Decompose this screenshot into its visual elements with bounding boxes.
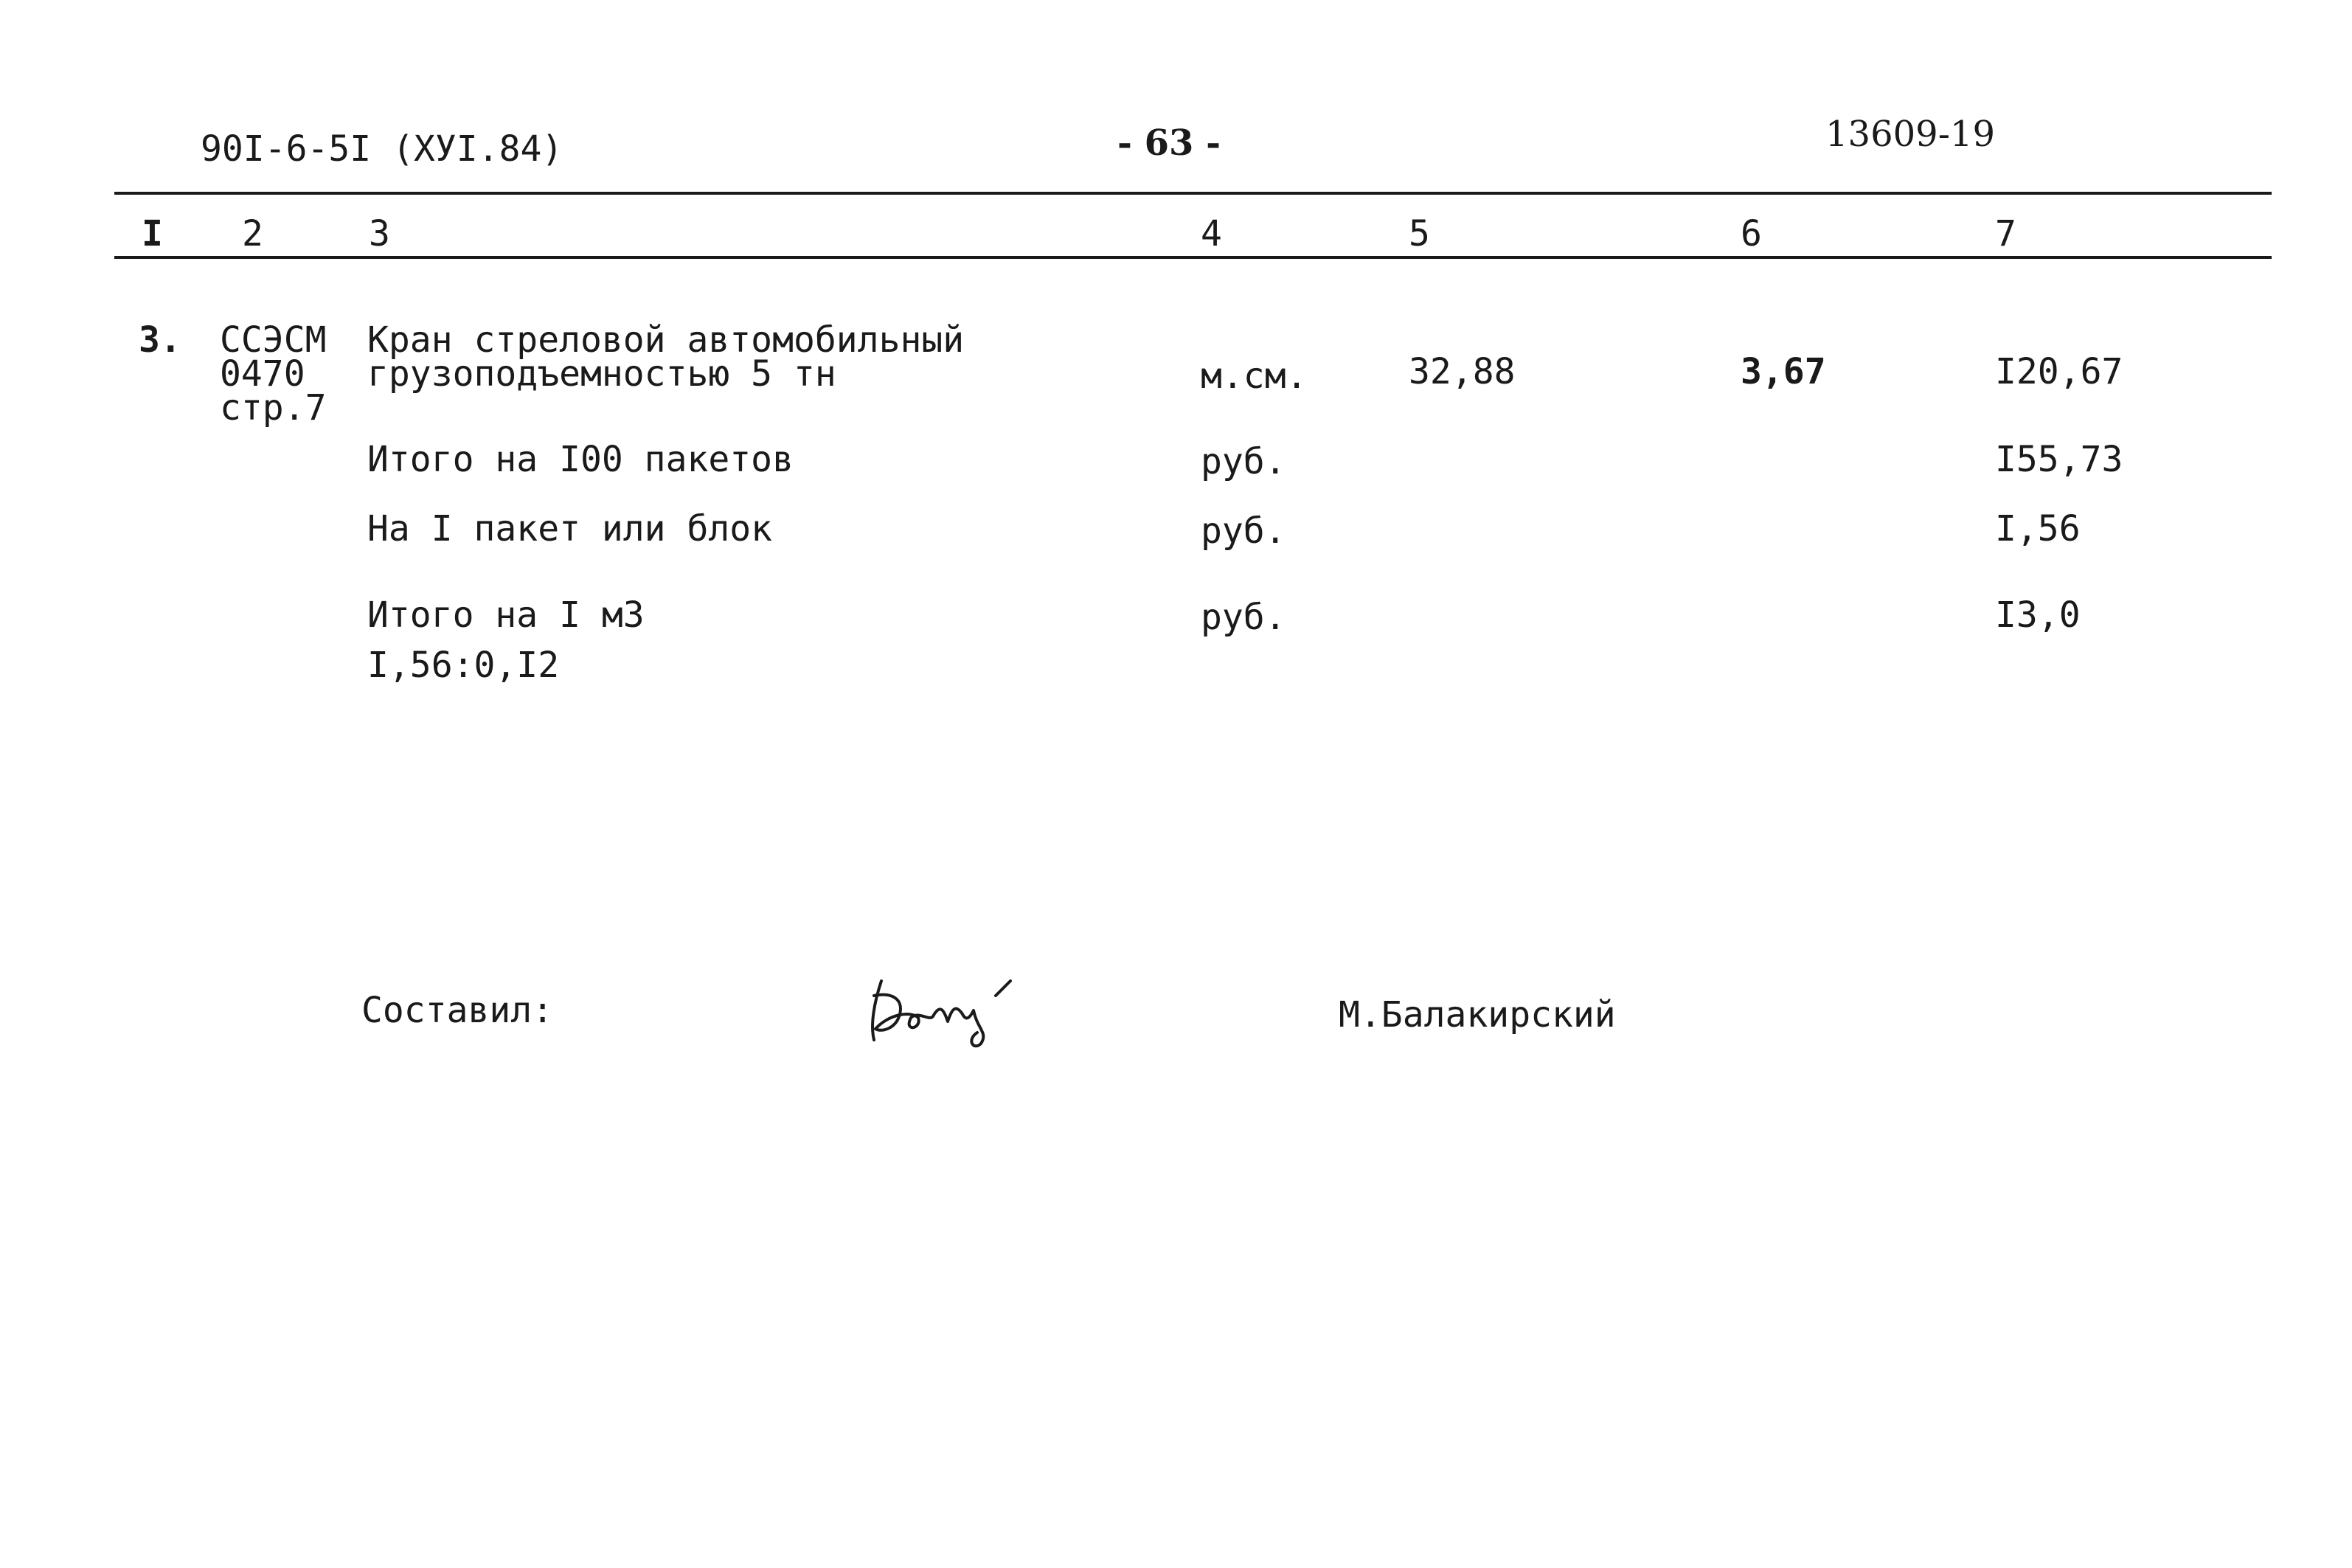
- item-number: 3.: [139, 319, 181, 361]
- summary-value: I,56: [1995, 508, 2081, 549]
- item-col7: I20,67: [1995, 351, 2123, 392]
- summary-label: Итого на I м3: [367, 594, 645, 636]
- summary-label: Итого на I00 пакетов: [367, 439, 794, 480]
- column-header: 4: [1201, 213, 1222, 254]
- summary-formula: I,56:0,I2: [367, 645, 560, 686]
- summary-value: I3,0: [1995, 594, 2081, 636]
- column-header: I: [142, 213, 163, 254]
- item-name-line: грузоподъемностью 5 тн: [367, 353, 836, 395]
- column-header: 2: [242, 213, 263, 254]
- summary-unit: руб.: [1201, 441, 1286, 482]
- summary-unit: руб.: [1201, 597, 1286, 638]
- item-name-line: Кран стреловой автомобильный: [367, 319, 965, 361]
- item-code-line: стр.7: [220, 387, 327, 429]
- page-number: - 63 -: [1117, 122, 1221, 164]
- column-header: 7: [1995, 213, 2016, 254]
- table-header-rule: [114, 256, 2272, 259]
- summary-value: I55,73: [1995, 439, 2123, 480]
- item-code-line: ССЭСМ: [220, 319, 327, 361]
- compiled-by-label: Составил:: [361, 990, 554, 1031]
- summary-label: На I пакет или блок: [367, 508, 773, 549]
- item-col6: 3,67: [1741, 351, 1826, 392]
- column-header: 6: [1741, 213, 1762, 254]
- table-top-rule: [114, 192, 2272, 195]
- item-col5: 32,88: [1409, 351, 1516, 392]
- column-header: 5: [1409, 213, 1430, 254]
- compiler-name: М.Балакирский: [1339, 994, 1616, 1035]
- summary-unit: руб.: [1201, 510, 1286, 552]
- document-code: 90I-6-5I (XУI.84): [201, 128, 563, 170]
- signature-image: [859, 959, 1029, 1055]
- item-code-line: 0470: [220, 353, 305, 395]
- column-header: 3: [369, 213, 390, 254]
- inventory-number: 13609-19: [1825, 114, 1995, 155]
- item-unit: м.см.: [1201, 355, 1308, 397]
